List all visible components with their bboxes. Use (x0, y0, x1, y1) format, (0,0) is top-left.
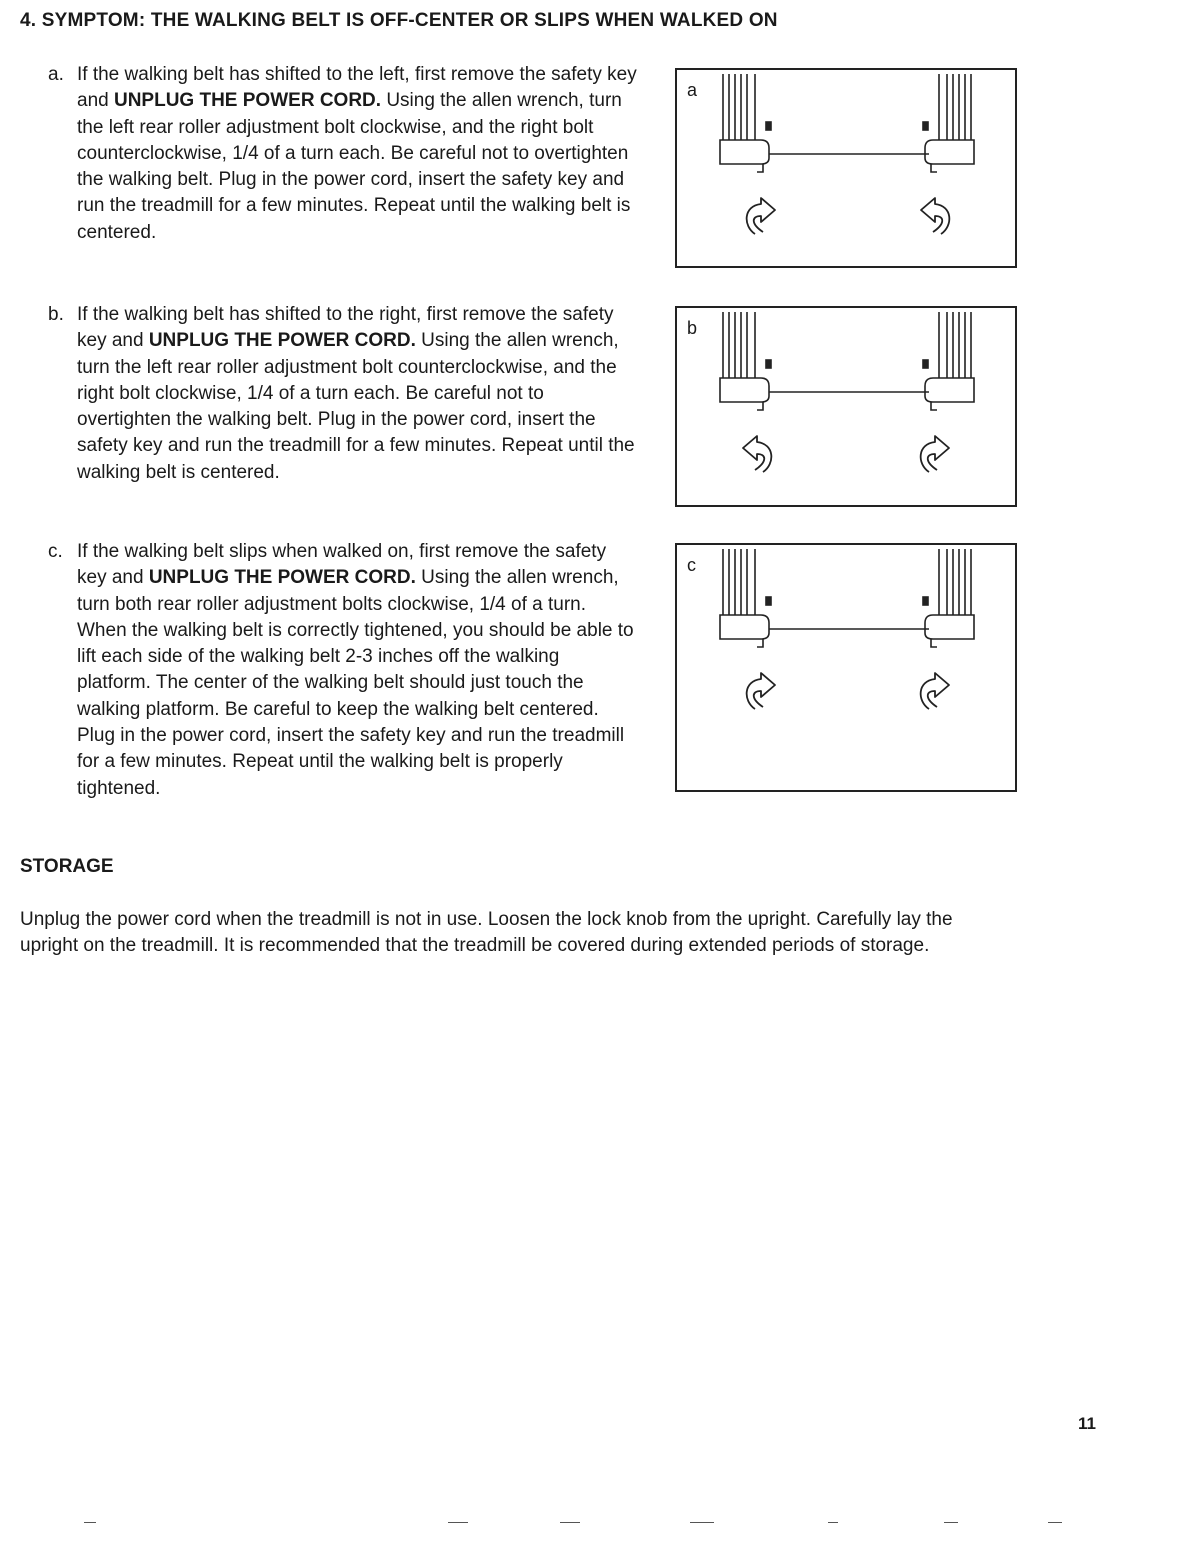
scan-mark (560, 1522, 580, 1523)
clockwise-arrow-icon (921, 436, 949, 472)
section-heading: 4. SYMPTOM: THE WALKING BELT IS OFF-CENTER OR SLIPS WHEN WALKED ON (20, 10, 778, 31)
figure-label: a (687, 80, 698, 100)
step-body: If the walking belt slips when walked on, first remove the safety key and UNPLUG THE POWER CORD. Using the allen wrench, turn both rear roller adjustment bolts clockwise, 1/4 of a turn. When the walking belt is correctly tightened, you should be able to lift each side of the walking belt 2-3 inches off the walking platform. The center of the walking belt should just touch the walking platform. Be careful to keep the walking belt centered. Plug in the power cord, insert the safety key and run the treadmill for a few minutes. Repeat until the walking belt is properly tightened. (77, 541, 634, 799)
storage-heading: STORAGE (20, 856, 114, 877)
scan-mark (944, 1522, 958, 1523)
right-roller-assembly (923, 74, 974, 172)
step-body: If the walking belt has shifted to the right, first remove the safety key and UNPLUG THE POWER CORD. Using the allen wrench, turn the left rear roller adjustment bolt counterclockwise, and the right bolt clockwise, 1/4 of a turn each. Be careful not to overtighten the walking belt. Plug in the power cord, insert the safety key and run the treadmill for a few minutes. Repeat until the walking belt is centered. (77, 304, 635, 483)
scan-mark (448, 1522, 468, 1523)
left-roller-assembly (720, 74, 771, 172)
step-body: If the walking belt has shifted to the left, first remove the safety key and UNPLUG THE POWER CORD. Using the allen wrench, turn the left rear roller adjustment bolt clockwise, and the right bolt counterclockwise, 1/4 of a turn each. Be careful not to overtighten the walking belt. Plug in the power cord, insert the safety key and run the treadmill for a few minutes. Repeat until the walking belt is centered. (77, 64, 637, 243)
step-b (48, 302, 638, 486)
right-roller-assembly (923, 312, 974, 410)
warning-text: UNPLUG THE POWER CORD. (148, 330, 416, 352)
right-roller-assembly (923, 549, 974, 647)
scan-mark (1048, 1522, 1062, 1523)
scan-mark (828, 1522, 838, 1523)
roller-adjustment-diagram (677, 70, 1017, 266)
counterclockwise-arrow-icon (743, 436, 771, 472)
figure-label: b (687, 318, 698, 338)
step-a (48, 62, 638, 246)
step-c (48, 539, 638, 802)
warning-text: UNPLUG THE POWER CORD. (113, 90, 382, 112)
roller-adjustment-diagram (677, 545, 1017, 790)
roller-adjustment-diagram (677, 308, 1017, 505)
warning-text: UNPLUG THE POWER CORD. (148, 567, 416, 589)
scan-mark (690, 1522, 714, 1523)
left-roller-assembly (720, 312, 771, 410)
scan-mark (84, 1522, 96, 1523)
left-roller-assembly (720, 549, 771, 647)
figure-c (675, 543, 1017, 792)
page-number: 11 (1078, 1414, 1096, 1433)
step-letter: b. (48, 304, 64, 325)
clockwise-arrow-icon (747, 673, 775, 709)
clockwise-arrow-icon (747, 198, 775, 234)
clockwise-arrow-icon (921, 673, 949, 709)
figure-label: c (687, 555, 696, 575)
figure-b (675, 306, 1017, 507)
step-letter: c. (48, 541, 63, 562)
storage-paragraph: Unplug the power cord when the treadmill is not in use. Loosen the lock knob from the upright. Carefully lay the upright on the treadmill. It is recommended that the treadmill be covered during extended periods of storage. (20, 909, 953, 957)
counterclockwise-arrow-icon (921, 198, 949, 234)
figure-a (675, 68, 1017, 268)
step-letter: a. (48, 64, 64, 85)
